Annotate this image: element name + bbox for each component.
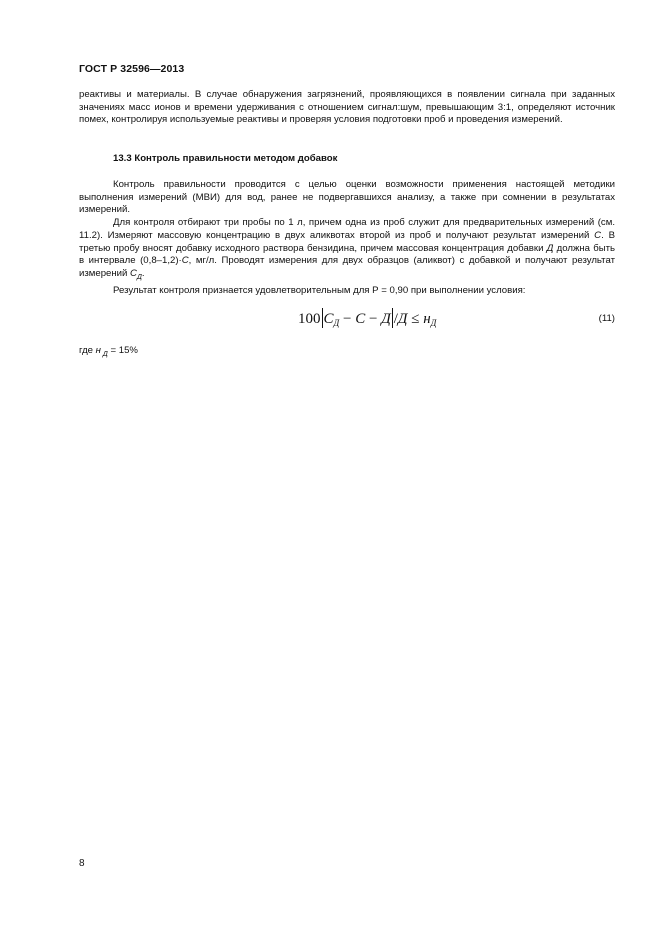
- formula-minus: −: [339, 311, 356, 327]
- abs-bar-right: [392, 308, 393, 328]
- text-run: Для контроля отбирают три пробы по 1 л, причем одна из проб служит для предварительных измерений (см. 11.2). Измеряют массовую концентрацию в двух аликвотах второй из проб и получают результат измерений: [79, 217, 615, 241]
- section-heading: 13.3 Контроль правильности методом добавок: [113, 153, 338, 164]
- text-run: , мг/л. Проводят измерения для двух образцов (аликвот) с добавкой и получают результат измерений: [79, 255, 615, 279]
- symbol-c: С: [594, 229, 602, 241]
- formula-number: (11): [598, 313, 615, 324]
- formula-slash: /: [393, 311, 398, 327]
- where-subscript: Д: [100, 350, 108, 358]
- paragraph-text: реактивы и материалы. В случае обнаружения загрязнений, проявляющихся в появлении сигнала при заданных значениях масс ионов и времени удерживания с отношением сигнал:шум, превышающим 3:1, определяют источник помех, контролируя используемые реактивы и проверяя условия подготовки проб и проведения измерений.: [79, 89, 615, 126]
- formula: [298, 308, 436, 328]
- formula-coefficient: 100: [298, 311, 321, 327]
- where-value: = 15%: [107, 345, 138, 356]
- formula-minus: −: [365, 311, 382, 327]
- formula-sub-d: Д: [333, 318, 340, 328]
- where-prefix: где: [79, 345, 96, 356]
- where-symbol: н: [95, 345, 101, 356]
- formula-n: н: [423, 311, 431, 327]
- formula-c2: C: [355, 311, 366, 327]
- subscript-d: Д: [136, 273, 142, 281]
- section-body: [79, 179, 615, 297]
- text-run: . В третью пробу вносят добавку исходного раствора бензидина, причем массовая концентрация добавки: [79, 229, 615, 254]
- formula-c: C: [323, 311, 334, 327]
- standard-header: ГОСТ Р 32596—2013: [79, 63, 185, 75]
- formula-sub-d2: Д: [430, 318, 437, 328]
- symbol-d: Д: [546, 242, 554, 254]
- text-run: .: [141, 267, 145, 279]
- text-run: должна быть в интервале (0,8–1,2)·: [79, 242, 615, 267]
- formula-row: [79, 308, 615, 334]
- paragraph-purpose: Контроль правильности проводится с целью оценки возможности применения настоящей методики выполнения измерений (МВИ) для вод, ранее не подвергавшихся анализу, а также при сомнении в результатах измерений.: [79, 179, 615, 216]
- formula-d2: Д: [397, 311, 408, 327]
- symbol-c: С: [181, 255, 189, 267]
- paragraph-condition: Результат контроля признается удовлетворительным для Р = 0,90 при выполнении условия:: [113, 284, 526, 296]
- continued-paragraph: [79, 89, 615, 127]
- formula-d: Д: [381, 311, 391, 327]
- page-number: 8: [79, 858, 85, 869]
- paragraph-procedure: [79, 217, 615, 284]
- where-clause: [79, 345, 138, 358]
- abs-bar-left: [322, 308, 323, 328]
- symbol-cd: С: [130, 267, 137, 279]
- formula-leq: ≤: [407, 311, 424, 327]
